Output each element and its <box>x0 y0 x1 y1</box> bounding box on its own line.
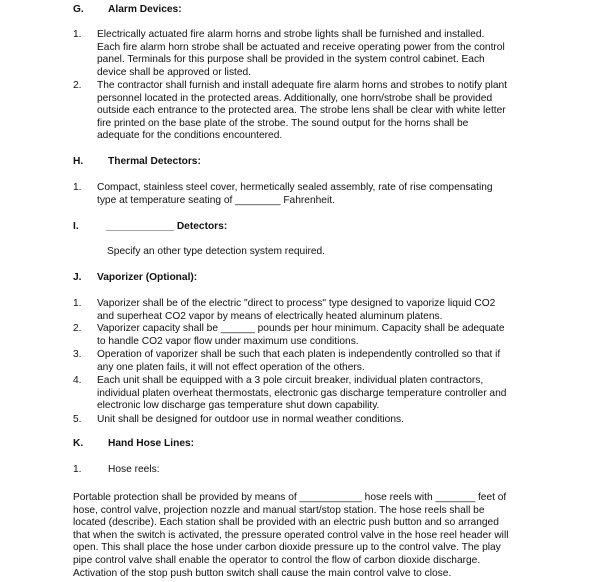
text-line: hose, control valve, projection nozzle and manual start/stop station. The hose reels shall be <box>73 504 485 516</box>
section-title: Hand Hose Lines: <box>108 438 195 449</box>
text-line: open. This shall place the hose under carbon dioxide pressure up to the control valve. The play <box>73 542 501 554</box>
text-line: Electrically actuated fire alarm horns and strobe lights shall be furnished and installed. <box>97 29 485 40</box>
text-line: Compact, stainless steel cover, hermetically sealed assembly, rate of rise compensating <box>97 182 493 193</box>
section-letter: K. <box>73 438 84 449</box>
section-g-heading <box>73 4 273 17</box>
text-line: Unit shall be designed for outdoor use in normal weather conditions. <box>97 414 404 425</box>
text-line: electronic low discharge gas temperature shut down capability. <box>97 400 380 412</box>
text-line: Hose reels: <box>108 464 160 475</box>
item-text <box>97 323 505 348</box>
item-number: 2. <box>73 80 82 91</box>
item-text <box>97 80 507 143</box>
item-text <box>97 182 493 207</box>
text-line: The contractor shall furnish and install adequate fire alarm horns and strobes to notify plant <box>97 80 507 91</box>
section-title: Vaporizer (Optional): <box>97 272 198 283</box>
section-i-heading <box>73 221 293 234</box>
text-line: device shall be approved or listed. <box>97 66 252 78</box>
section-h-heading <box>73 156 293 169</box>
item-number: 1. <box>73 29 82 40</box>
text-line: and superheat CO2 vapor by means of electrically heated aluminum platens. <box>97 310 443 322</box>
section-letter: H. <box>73 156 84 167</box>
section-letter: I. <box>73 221 79 232</box>
text-line: Each fire alarm horn strobe shall be actuated and receive operating power from the control <box>97 41 505 53</box>
text-line: Each unit shall be equipped with a 3 pole circuit breaker, individual platen contractors, <box>97 375 484 386</box>
text-line: adequate for the conditions encountered. <box>97 130 283 142</box>
section-letter: J. <box>73 272 82 283</box>
item-number: 2. <box>73 323 82 334</box>
paragraph-text <box>73 492 508 580</box>
item-text <box>97 29 505 79</box>
text-line: any one platen fails, it will not effect operation of the others. <box>97 361 365 373</box>
item-number: 3. <box>73 349 82 360</box>
section-j-heading <box>73 272 293 285</box>
section-letter: G. <box>73 4 84 15</box>
section-title: Thermal Detectors: <box>108 156 201 167</box>
text-line: fire printed on the base plate of the strobe. The sound output for the horns shall be <box>97 117 469 129</box>
item-text <box>108 464 160 477</box>
text-line: Vaporizer shall be of the electric "direct to process" type designed to vaporize liquid CO2 <box>97 298 496 309</box>
item-number: 1. <box>73 182 82 193</box>
section-note: Specify an other type detection system required. <box>107 246 326 257</box>
item-text <box>97 298 495 323</box>
text-line: Activation of the stop push button switch shall cause the main control valve to close. <box>73 567 452 579</box>
section-title: Alarm Devices: <box>108 4 182 15</box>
item-number: 5. <box>73 414 82 425</box>
item-number: 1. <box>73 464 82 475</box>
text-line: that when the switch is activated, the pressure operated control valve in the hose reel header will <box>73 529 509 541</box>
item-text <box>97 375 506 413</box>
text-line: individual platen overheat thermostats, electronic gas discharge temperature controller and <box>97 387 507 399</box>
text-line: Operation of vaporizer shall be such that each platen is independently controlled so that if <box>97 349 501 360</box>
text-line: to handle CO2 vapor flow under maximum use conditions. <box>97 335 359 347</box>
item-number: 4. <box>73 375 82 386</box>
item-text <box>97 414 404 427</box>
text-line: pipe control valve shall enable the operator to control the flow of carbon dioxide discharge. <box>73 554 481 566</box>
item-text <box>97 349 500 374</box>
text-line: type at temperature seating of ________ Fahrenheit. <box>97 194 335 206</box>
section-k-heading <box>73 438 293 451</box>
text-line: Vaporizer capacity shall be ______ pounds per hour minimum. Capacity shall be adequate <box>97 323 505 334</box>
item-number: 1. <box>73 298 82 309</box>
section-title: ____________ Detectors: <box>106 221 228 232</box>
text-line: panel. Terminals for this purpose shall be provided in the system control cabinet. Each <box>97 54 485 66</box>
text-line: Portable protection shall be provided by means of ___________ hose reels with _______ feet of <box>73 492 507 503</box>
text-line: personnel located in the protected areas. Additionally, one horn/strobe shall be provided <box>97 92 493 104</box>
text-line: outside each entrance to the protected area. The strobe lens shall be clear with white letter <box>97 105 506 117</box>
text-line: located (describe). Each station shall be provided with an electric push button and so arranged <box>73 517 499 529</box>
